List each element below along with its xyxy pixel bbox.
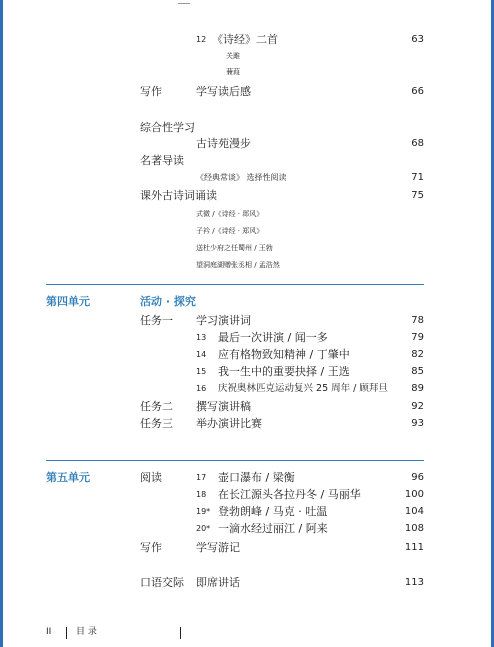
unit4-heading: 活动 · 探究 [140, 295, 196, 308]
unit4-divider [46, 284, 424, 285]
toc-entry[interactable]: 任务一 学习演讲词 78 [140, 314, 424, 327]
toc-entry[interactable]: 12 《诗经》二首 63 [196, 33, 424, 46]
toc-entry[interactable]: 任务三 举办演讲比赛 93 [140, 417, 424, 430]
page-footer [0, 624, 494, 644]
footer-page-number: II [46, 627, 52, 637]
toc-subentry[interactable]: 蒹葭 [226, 68, 240, 76]
toc-section-heading: 综合性学习 [140, 121, 195, 134]
unit4-label: 第四单元 [46, 295, 90, 308]
footer-separator [180, 627, 181, 639]
toc-entry[interactable]: 第五单元 阅读 17 壶口瀑布 / 梁衡 96 [46, 471, 424, 484]
toc-entry[interactable]: 20* 一滴水经过丽江 / 阿来 108 [196, 522, 424, 535]
toc-subentry[interactable]: 送杜少府之任蜀州 / 王勃 [196, 244, 273, 252]
toc-entry[interactable]: 写作 学写读后感 66 [140, 85, 424, 98]
toc-entry[interactable]: 古诗苑漫步 68 [196, 137, 424, 150]
toc-entry[interactable]: 18 在长江源头各拉丹冬 / 马丽华 100 [196, 488, 424, 501]
toc-entry[interactable]: 口语交际 即席讲话 113 [140, 576, 424, 589]
top-decoration [178, 0, 190, 4]
unit4-header [0, 294, 494, 310]
toc-entry[interactable]: 写作 学写游记 111 [140, 541, 424, 554]
footer-separator [66, 627, 67, 639]
toc-entry[interactable]: 任务二 撰写演讲稿 92 [140, 400, 424, 413]
unit5-label: 第五单元 [46, 471, 90, 484]
toc-entry[interactable]: 15 我一生中的重要抉择 / 王选 85 [196, 365, 424, 378]
toc-entry[interactable]: 14 应有格物致知精神 / 丁肇中 82 [196, 348, 424, 361]
toc-subentry[interactable]: 关雎 [226, 52, 240, 60]
toc-subentry[interactable]: 式微 /《诗经 · 邶风》 [196, 210, 264, 218]
toc-entry[interactable]: 16 庆祝奥林匹克运动复兴 25 周年 / 顾拜旦 89 [196, 383, 424, 394]
unit5-divider [46, 460, 424, 461]
toc-entry[interactable]: 13 最后一次讲演 / 闻一多 79 [196, 331, 424, 344]
toc-subentry[interactable]: 望洞庭湖赠张丞相 / 孟浩然 [196, 261, 280, 269]
toc-entry[interactable]: 课外古诗词诵读 75 [140, 189, 424, 202]
toc-entry[interactable]: 《经典常谈》 选择性阅读 71 [196, 172, 424, 183]
toc-section-heading: 名著导读 [140, 154, 184, 167]
toc-subentry[interactable]: 子衿 /《诗经 · 郑风》 [196, 227, 264, 235]
footer-label: 目 录 [76, 627, 97, 637]
toc-entry[interactable]: 19* 登勃朗峰 / 马克 · 吐温 104 [196, 505, 424, 518]
